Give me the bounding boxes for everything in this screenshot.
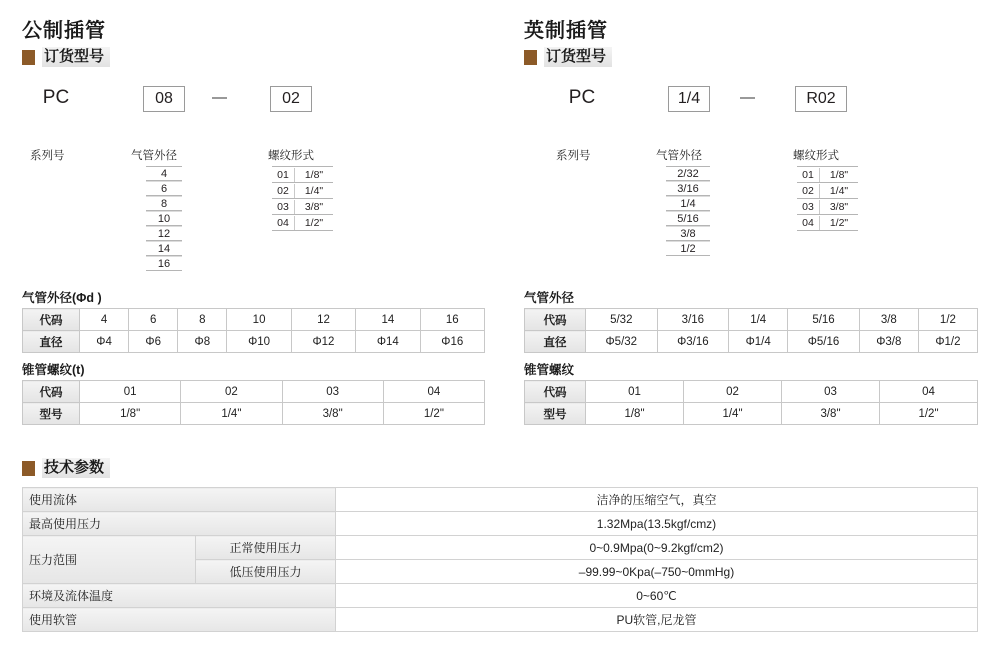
tech-params-table <box>22 487 978 632</box>
cell: Φ1/2 <box>918 331 977 353</box>
thread-option-code: 03 <box>272 200 295 214</box>
inch-legend-tube-od: 气管外径 <box>656 150 702 162</box>
cell: 1/8" <box>586 403 684 425</box>
table-row <box>23 608 978 632</box>
list-item <box>272 183 333 199</box>
table-row <box>525 403 978 425</box>
list-item: 1/2 <box>666 241 710 256</box>
thread-option-size: 1/4" <box>304 184 324 197</box>
metric-column-title: 公制插管 <box>22 20 106 42</box>
row-label: 代码 <box>23 381 80 403</box>
table-row <box>525 331 978 353</box>
cell: Φ8 <box>178 331 227 353</box>
row-label: 代码 <box>525 309 586 331</box>
inch-thread-table-caption: 锥管螺纹 <box>524 363 575 377</box>
inch-column-title: 英制插管 <box>524 20 608 42</box>
row-label: 型号 <box>525 403 586 425</box>
cell: Φ4 <box>80 331 129 353</box>
thread-option-size: 1/2" <box>304 216 324 229</box>
list-item: 8 <box>146 196 182 211</box>
thread-option-size: 3/8" <box>304 200 324 213</box>
cell: 6 <box>129 309 178 331</box>
thread-option-size: 1/8" <box>829 168 849 181</box>
thread-option-code: 03 <box>797 200 820 214</box>
metric-order-code-heading <box>22 47 110 67</box>
tech-key: 使用软管 <box>23 608 336 632</box>
cell: 4 <box>80 309 129 331</box>
list-item: 3/16 <box>666 181 710 196</box>
cell: Φ12 <box>291 331 355 353</box>
table-row <box>525 309 978 331</box>
tech-subkey: 低压使用压力 <box>196 560 336 584</box>
metric-thread-option-list <box>272 166 333 231</box>
cell: 01 <box>80 381 181 403</box>
inch-od-table <box>524 308 978 353</box>
thread-option-code: 01 <box>272 168 295 182</box>
list-item: 6 <box>146 181 182 196</box>
cell: 12 <box>291 309 355 331</box>
metric-od-table-caption: 气管外径(Φd ) <box>22 291 102 305</box>
cell: 16 <box>420 309 484 331</box>
cell: 3/8 <box>859 309 918 331</box>
row-label: 代码 <box>525 381 586 403</box>
cell: 5/32 <box>586 309 658 331</box>
thread-option-code: 04 <box>272 216 295 230</box>
cell: 1/4 <box>729 309 788 331</box>
cell: 14 <box>356 309 420 331</box>
cell: Φ1/4 <box>729 331 788 353</box>
cell: 3/8" <box>782 403 880 425</box>
metric-legend-thread: 螺纹形式 <box>268 150 314 162</box>
table-row <box>23 331 485 353</box>
inch-thread-option-list <box>797 166 858 231</box>
cell: 1/4" <box>181 403 282 425</box>
thread-option-code: 02 <box>797 184 820 198</box>
list-item <box>797 183 858 199</box>
list-item: 14 <box>146 241 182 256</box>
table-row <box>23 584 978 608</box>
list-item: 2/32 <box>666 166 710 181</box>
list-item <box>272 215 333 231</box>
cell: 1/4" <box>684 403 782 425</box>
cell: 3/8" <box>282 403 383 425</box>
tech-value: 洁净的压缩空气，真空 <box>336 488 978 512</box>
inch-thread-table <box>524 380 978 425</box>
thread-option-size: 1/4" <box>829 184 849 197</box>
square-marker-icon <box>22 461 35 476</box>
metric-thread-table <box>22 380 485 425</box>
inch-order-code-label: 订货型号 <box>544 47 612 67</box>
cell: 02 <box>684 381 782 403</box>
cell: Φ3/8 <box>859 331 918 353</box>
cell: Φ5/16 <box>788 331 860 353</box>
tech-value: PU软管,尼龙管 <box>336 608 978 632</box>
list-item <box>797 166 858 183</box>
metric-code-dash: — <box>212 89 227 106</box>
thread-option-size: 3/8" <box>829 200 849 213</box>
cell: Φ6 <box>129 331 178 353</box>
cell: 1/2" <box>880 403 978 425</box>
table-row <box>23 512 978 536</box>
inch-code-dash: — <box>740 89 755 106</box>
metric-thread-table-caption: 锥管螺纹(t) <box>22 363 85 377</box>
table-row <box>23 488 978 512</box>
table-row <box>525 381 978 403</box>
row-label: 代码 <box>23 309 80 331</box>
tech-key: 压力范围 <box>23 536 196 584</box>
inch-thread-code: R02 <box>795 86 847 112</box>
thread-option-code: 04 <box>797 216 820 230</box>
row-label: 直径 <box>525 331 586 353</box>
cell: 1/2 <box>918 309 977 331</box>
table-row <box>23 403 485 425</box>
list-item: 4 <box>146 166 182 181</box>
list-item <box>797 215 858 231</box>
cell: 8 <box>178 309 227 331</box>
inch-series-code: PC <box>568 87 596 108</box>
list-item: 16 <box>146 256 182 271</box>
tech-value: 0~60℃ <box>336 584 978 608</box>
list-item: 5/16 <box>666 211 710 226</box>
tech-params-label: 技术参数 <box>42 458 110 478</box>
metric-legend-series: 系列号 <box>30 150 65 162</box>
inch-tube-od-option-list <box>666 166 710 256</box>
metric-series-code: PC <box>42 87 70 108</box>
cell: 1/2" <box>383 403 484 425</box>
list-item <box>272 199 333 215</box>
tech-value: 1.32Mpa(13.5kgf/cmz) <box>336 512 978 536</box>
cell: 01 <box>586 381 684 403</box>
tech-subkey: 正常使用压力 <box>196 536 336 560</box>
inch-tube-od-code: 1/4 <box>668 86 710 112</box>
cell: 10 <box>227 309 291 331</box>
tech-params-heading <box>22 458 110 478</box>
tech-value: –99.99~0Kpa(–750~0mmHg) <box>336 560 978 584</box>
metric-legend-tube-od: 气管外径 <box>131 150 177 162</box>
inch-legend-series: 系列号 <box>556 150 591 162</box>
row-label: 直径 <box>23 331 80 353</box>
list-item: 12 <box>146 226 182 241</box>
list-item: 1/4 <box>666 196 710 211</box>
list-item <box>272 166 333 183</box>
inch-legend-thread: 螺纹形式 <box>793 150 839 162</box>
row-label: 型号 <box>23 403 80 425</box>
table-row <box>23 309 485 331</box>
cell: 1/8" <box>80 403 181 425</box>
thread-option-size: 1/2" <box>829 216 849 229</box>
thread-option-size: 1/8" <box>304 168 324 181</box>
thread-option-code: 01 <box>797 168 820 182</box>
tech-key: 最高使用压力 <box>23 512 336 536</box>
metric-thread-code: 02 <box>270 86 312 112</box>
cell: 04 <box>880 381 978 403</box>
cell: Φ3/16 <box>657 331 729 353</box>
metric-tube-od-option-list <box>146 166 182 271</box>
metric-od-table <box>22 308 485 353</box>
tech-key: 环境及流体温度 <box>23 584 336 608</box>
cell: 5/16 <box>788 309 860 331</box>
table-row <box>23 381 485 403</box>
square-marker-icon <box>22 50 35 65</box>
metric-tube-od-code: 08 <box>143 86 185 112</box>
list-item: 3/8 <box>666 226 710 241</box>
table-row <box>23 536 978 560</box>
metric-order-code-label: 订货型号 <box>42 47 110 67</box>
cell: 04 <box>383 381 484 403</box>
cell: 3/16 <box>657 309 729 331</box>
cell: Φ16 <box>420 331 484 353</box>
list-item <box>797 199 858 215</box>
tech-key: 使用流体 <box>23 488 336 512</box>
cell: 03 <box>282 381 383 403</box>
list-item: 10 <box>146 211 182 226</box>
tech-value: 0~0.9Mpa(0~9.2kgf/cm2) <box>336 536 978 560</box>
cell: Φ14 <box>356 331 420 353</box>
cell: Φ5/32 <box>586 331 658 353</box>
inch-od-table-caption: 气管外径 <box>524 291 575 305</box>
inch-order-code-heading <box>524 47 612 67</box>
cell: 03 <box>782 381 880 403</box>
cell: 02 <box>181 381 282 403</box>
thread-option-code: 02 <box>272 184 295 198</box>
square-marker-icon <box>524 50 537 65</box>
cell: Φ10 <box>227 331 291 353</box>
